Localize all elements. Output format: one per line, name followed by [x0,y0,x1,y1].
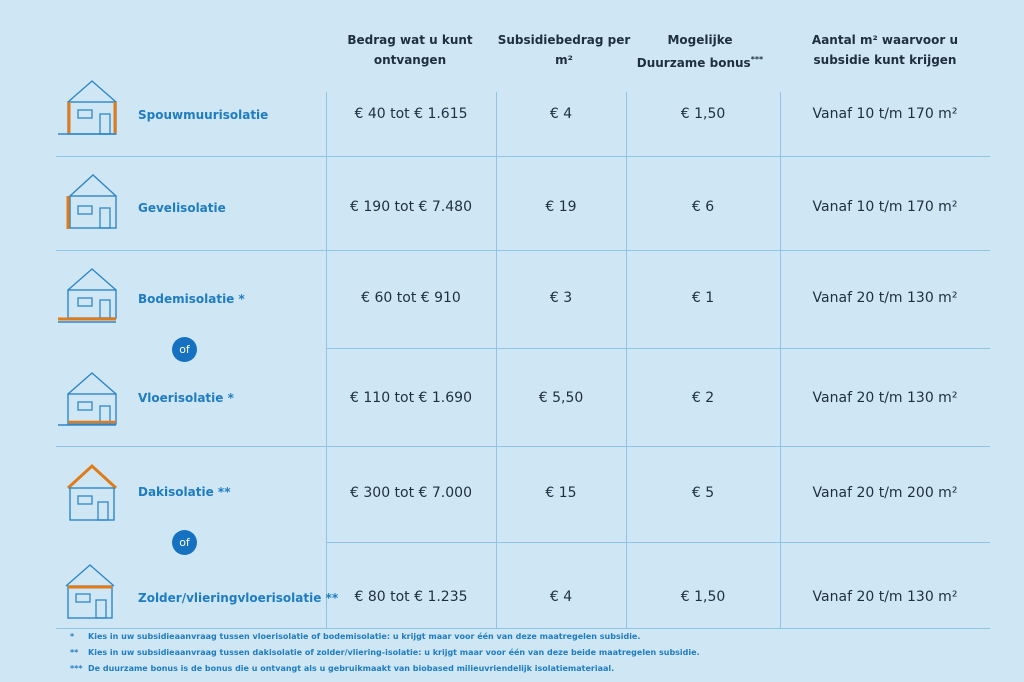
column-divider [496,92,497,628]
area-cell: Vanaf 10 t/m 170 m² [812,106,958,122]
bonus-cell: € 5 [691,485,715,501]
bonus-footnote-mark: *** [750,55,764,64]
amount-cell: € 110 tot € 1.690 [350,390,472,406]
row-label-gevel: Gevelisolatie [138,201,226,215]
house-cavity-wall-icon [56,78,118,138]
header-bonus: Mogelijke Duurzame bonus*** [636,33,764,70]
bonus-cell: € 1,50 [680,106,726,122]
per-m2-cell: € 4 [549,589,573,605]
area-cell: Vanaf 20 t/m 130 m² [812,390,958,406]
per-m2-cell: € 19 [545,199,577,215]
row-divider [56,250,990,251]
header-per-m2: Subsidiebedrag per m² [497,33,631,67]
or-badge: of [172,530,197,555]
row-divider [56,446,990,447]
amount-cell: € 80 tot € 1.235 [354,589,468,605]
footnote: *** De duurzame bonus is de bonus die u ontvangt als u gebruikmaakt van biobased milieuvriendelijk isolatiemateriaal. [70,664,615,673]
area-cell: Vanaf 20 t/m 130 m² [812,589,958,605]
per-m2-cell: € 15 [545,485,577,501]
per-m2-cell: € 3 [549,290,573,306]
amount-cell: € 190 tot € 7.480 [350,199,472,215]
per-m2-cell: € 4 [549,106,573,122]
or-badge: of [172,337,197,362]
amount-cell: € 40 tot € 1.615 [354,106,468,122]
house-soil-icon [56,266,118,326]
row-label-vloer: Vloerisolatie * [138,391,234,405]
per-m2-cell: € 5,50 [538,390,584,406]
row-label-zolder: Zolder/vlieringvloerisolatie ** [138,591,339,605]
bonus-cell: € 6 [691,199,715,215]
row-divider [56,628,990,629]
row-label-dak: Dakisolatie ** [138,485,231,499]
row-divider [326,542,990,543]
bonus-cell: € 1,50 [680,589,726,605]
bonus-cell: € 2 [691,390,715,406]
amount-cell: € 60 tot € 910 [361,290,461,306]
house-floor-icon [56,370,118,430]
column-divider [780,92,781,628]
area-cell: Vanaf 20 t/m 200 m² [812,485,958,501]
header-amount: Bedrag wat u kunt ontvangen [347,33,473,67]
house-roof-icon [64,462,126,522]
area-cell: Vanaf 20 t/m 130 m² [812,290,958,306]
bonus-cell: € 1 [691,290,715,306]
footnote: * Kies in uw subsidieaanvraag tussen vloerisolatie of bodemisolatie: u krijgt maar voor één van deze maatregelen subsidie. [70,632,641,641]
row-label-bodem: Bodemisolatie * [138,292,245,306]
row-divider [326,348,990,349]
amount-cell: € 300 tot € 7.000 [350,485,472,501]
area-cell: Vanaf 10 t/m 170 m² [812,199,958,215]
header-area: Aantal m² waarvoor u subsidie kunt krijgen [811,33,959,67]
row-label-spouwmuur: Spouwmuurisolatie [138,108,269,122]
row-divider [56,156,990,157]
house-facade-icon [56,172,118,232]
column-divider [326,92,327,628]
house-attic-icon [62,562,124,622]
column-divider [626,92,627,628]
footnote: ** Kies in uw subsidieaanvraag tussen dakisolatie of zolder/vliering-isolatie: u krijgt maar voor één van deze beide maatregelen subsidie. [70,648,700,657]
